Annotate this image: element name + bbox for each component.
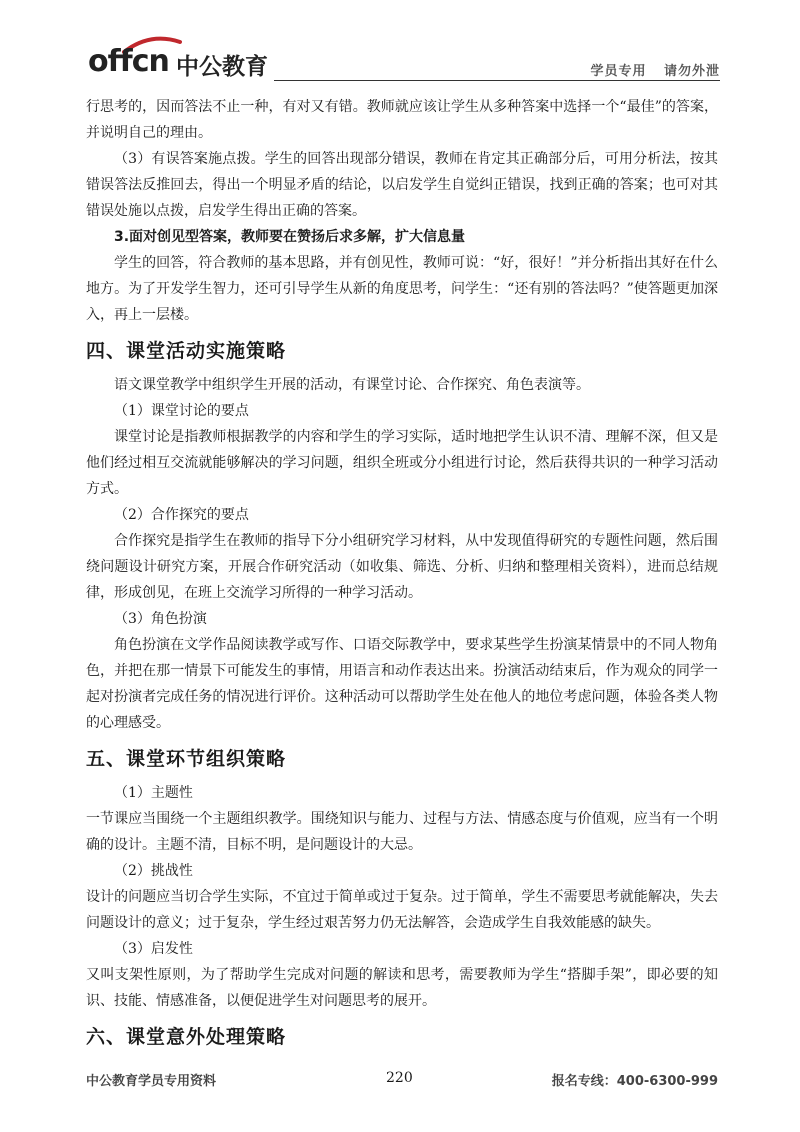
paragraph: （3）有误答案施点拨。学生的回答出现部分错误，教师在肯定其正确部分后，可用分析法，按其错误答法反推回去，得出一个明显矛盾的结论，以启发学生自觉纠正错误，找到正确的答案；也可对其错误处施以点拨，启发学生得出正确的答案。 <box>86 151 718 219</box>
footer-hotline: 报名专线：400-6300-999 <box>551 1074 718 1089</box>
subsection-heading: 3.面对创见型答案，教师要在赞扬后求多解，扩大信息量 <box>114 229 466 245</box>
paragraph: 一节课应当围绕一个主题组织教学。围绕知识与能力、过程与方法、情感态度与价值观，应当有一个明确的设计。主题不清，目标不明，是问题设计的大忌。 <box>86 811 718 853</box>
header-tag-no-distribution: 请勿外泄 <box>663 64 720 79</box>
paragraph: 合作探究是指学生在教师的指导下分小组研究学习材料，从中发现值得研究的专题性问题，然后围绕问题设计研究方案，开展合作研究活动（如收集、筛选、分析、归纳和整理相关资料），进而总结规律，形成创见，在班上交流学习所得的一种学习活动。 <box>86 533 718 601</box>
section-heading: 六、课堂意外处理策略 <box>86 1026 287 1048</box>
header-tags <box>578 60 720 79</box>
paragraph: 课堂讨论是指教师根据教学的内容和学生的学习实际，适时地把学生认识不清、理解不深，但又是他们经过相互交流就能够解决的学习问题，组织全班或分小组进行讨论，然后获得共识的一种学习活动方式。 <box>86 429 718 497</box>
page-number: 220 <box>386 1070 413 1086</box>
paragraph: 角色扮演在文学作品阅读教学或写作、口语交际教学中，要求某些学生扮演某情景中的不同人物角色，并把在那一情景下可能发生的事情，用语言和动作表达出来。扮演活动结束后，作为观众的同学一起对扮演者完成任务的情况进行评价。这种活动可以帮助学生处在他人的地位考虑问题，体验各类人物的心理感受。 <box>86 637 718 731</box>
paragraph: 语文课堂教学中组织学生开展的活动，有课堂讨论、合作探究、角色表演等。 <box>114 377 590 393</box>
paragraph: 设计的问题应当切合学生实际，不宜过于简单或过于复杂。过于简单，学生不需要思考就能解决，失去问题设计的意义；过于复杂，学生经过艰苦努力仍无法解答，会造成学生自我效能感的缺失。 <box>86 889 718 931</box>
paragraph: （1）主题性 <box>114 785 193 801</box>
paragraph: （2）合作探究的要点 <box>114 507 249 523</box>
header-tag-students-only: 学员专用 <box>590 64 647 79</box>
paragraph: （3）角色扮演 <box>114 611 207 627</box>
paragraph: （2）挑战性 <box>114 863 193 879</box>
header-divider <box>274 80 720 81</box>
paragraph: 学生的回答，符合教师的基本思路，并有创见性，教师可说：“好，很好！”并分析指出其好在什么地方。为了开发学生智力，还可引导学生从新的角度思考，问学生：“还有别的答法吗？”使答题更加深入，再上一层楼。 <box>86 255 718 323</box>
paragraph: （3）启发性 <box>114 941 193 957</box>
logo-latin: offcn <box>88 44 169 79</box>
section-heading: 五、课堂环节组织策略 <box>86 748 287 770</box>
page-header <box>88 36 720 82</box>
document-body <box>86 94 718 1058</box>
footer-left-text: 中公教育学员专用资料 <box>86 1074 217 1089</box>
logo-chinese: 中公教育 <box>176 54 268 80</box>
paragraph: 又叫支架性原则，为了帮助学生完成对问题的解读和思考，需要教师为学生“搭脚手架”，即必要的知识、技能、情感准备，以便促进学生对问题思考的展开。 <box>86 967 718 1009</box>
page-footer <box>86 1070 718 1092</box>
section-heading: 四、课堂活动实施策略 <box>86 340 287 362</box>
paragraph: 行思考的，因而答法不止一种，有对又有错。教师就应该让学生从多种答案中选择一个“最佳”的答案，并说明自己的理由。 <box>86 99 718 141</box>
paragraph: （1）课堂讨论的要点 <box>114 403 249 419</box>
